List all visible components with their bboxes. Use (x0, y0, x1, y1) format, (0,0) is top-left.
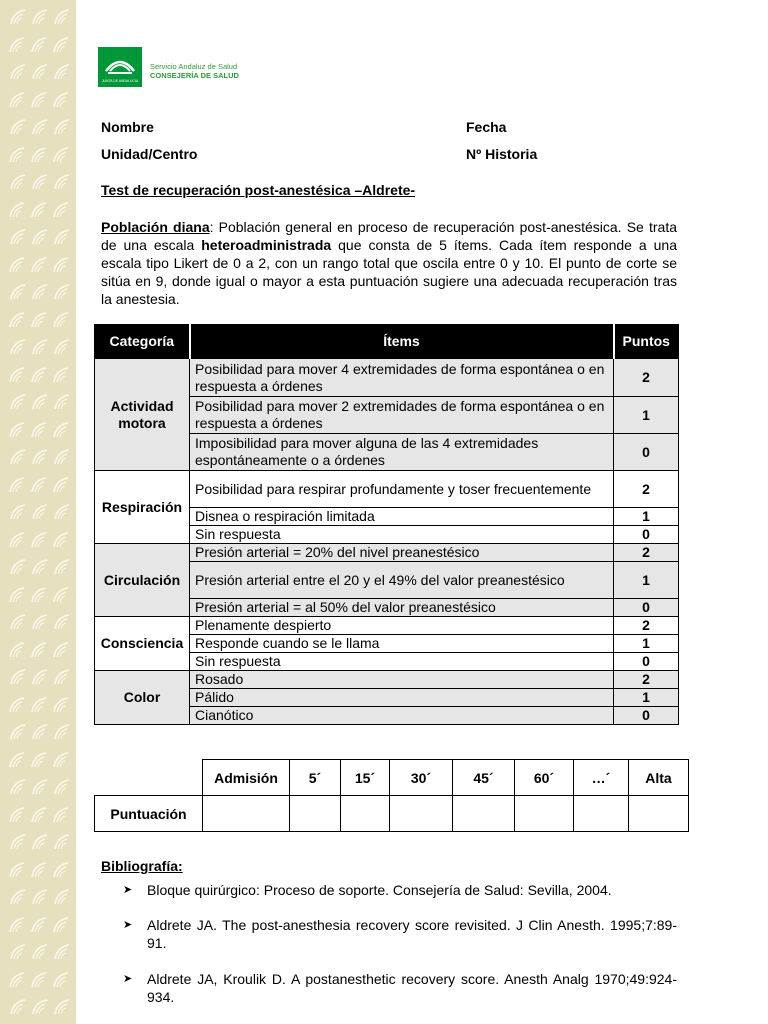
score-column-header: 15´ (341, 760, 390, 796)
item-cell: Posibilidad para mover 2 extremidades de forma espontánea o en respuesta a órdenes (190, 397, 614, 434)
leaf-ornament-icon (30, 696, 48, 714)
score-input-cell[interactable] (574, 796, 629, 832)
score-input-cell[interactable] (203, 796, 290, 832)
leaf-ornament-icon (30, 366, 48, 384)
score-input-cell[interactable] (390, 796, 453, 832)
leaf-ornament-icon (8, 201, 26, 219)
fecha-label: Fecha (466, 119, 507, 135)
leaf-ornament-icon (52, 146, 70, 164)
leaf-ornament-icon (53, 338, 71, 356)
leaf-ornament-icon (52, 916, 70, 934)
leaf-ornament-icon (53, 173, 71, 191)
leaf-ornament-icon (31, 283, 49, 301)
points-cell: 2 (614, 359, 679, 397)
leaf-ornament-icon (53, 723, 71, 741)
leaf-ornament-icon (53, 283, 71, 301)
leaf-ornament-icon (52, 476, 70, 494)
item-cell: Sin respuesta (190, 653, 614, 671)
emblem-text: JUNTA DE ANDALUCIA (101, 79, 139, 83)
logo-line2: CONSEJERÍA DE SALUD (150, 71, 239, 80)
leaf-ornament-icon (30, 476, 48, 494)
leaf-ornament-icon (31, 943, 49, 961)
intro-text-1: : Población general en proceso de recuperación post-anestésica. Se trata de una escala (101, 219, 677, 253)
leaf-ornament-icon (8, 311, 26, 329)
leaf-ornament-icon (9, 998, 27, 1016)
leaf-ornament-icon (52, 641, 70, 659)
bibliography-item (123, 971, 677, 1006)
points-cell: 1 (614, 562, 679, 599)
leaf-ornament-icon (9, 613, 27, 631)
leaf-ornament-icon (53, 503, 71, 521)
category-cell: Actividad motora (95, 359, 190, 471)
points-cell: 2 (614, 471, 679, 508)
leaf-ornament-icon (52, 36, 70, 54)
item-cell: Cianótico (190, 707, 614, 725)
unidad-centro-label: Unidad/Centro (101, 146, 198, 162)
leaf-ornament-icon (52, 971, 70, 989)
leaf-ornament-icon (8, 641, 26, 659)
logo-text (150, 62, 239, 80)
leaf-ornament-icon (53, 998, 71, 1016)
leaf-ornament-icon (52, 861, 70, 879)
leaf-ornament-icon (31, 723, 49, 741)
leaf-ornament-icon (9, 943, 27, 961)
leaf-ornament-icon (31, 63, 49, 81)
leaf-ornament-icon (31, 173, 49, 191)
leaf-ornament-icon (31, 613, 49, 631)
leaf-ornament-icon (53, 888, 71, 906)
junta-andalucia-logo (98, 47, 142, 92)
points-cell: 0 (614, 707, 679, 725)
score-input-cell[interactable] (629, 796, 689, 832)
points-cell: 1 (614, 635, 679, 653)
leaf-ornament-icon (8, 421, 26, 439)
leaf-ornament-icon (9, 8, 27, 26)
leaf-ornament-icon (30, 421, 48, 439)
intro-label: Población diana (101, 219, 210, 235)
header-categoria: Categoría (95, 325, 190, 359)
category-cell: Respiración (95, 471, 190, 544)
leaf-ornament-icon (52, 586, 70, 604)
document-title: Test de recuperación post-anestésica –Aldrete- (101, 182, 416, 198)
leaf-ornament-icon (53, 943, 71, 961)
category-cell: Consciencia (95, 617, 190, 671)
leaf-ornament-icon (31, 833, 49, 851)
leaf-ornament-icon (8, 476, 26, 494)
decorative-sidebar (0, 0, 76, 1024)
leaf-ornament-icon (53, 448, 71, 466)
leaf-ornament-icon (53, 63, 71, 81)
leaf-ornament-icon (53, 833, 71, 851)
score-input-cell[interactable] (453, 796, 515, 832)
leaf-ornament-icon (52, 806, 70, 824)
leaf-ornament-icon (31, 503, 49, 521)
leaf-ornament-icon (53, 778, 71, 796)
leaf-ornament-icon (30, 201, 48, 219)
leaf-ornament-icon (30, 641, 48, 659)
leaf-ornament-icon (31, 118, 49, 136)
leaf-ornament-icon (30, 91, 48, 109)
score-column-header: 60´ (515, 760, 574, 796)
header-puntos: Puntos (614, 325, 679, 359)
leaf-ornament-icon (9, 173, 27, 191)
points-cell: 1 (614, 689, 679, 707)
leaf-ornament-icon (30, 311, 48, 329)
nombre-label: Nombre (101, 119, 154, 135)
leaf-ornament-icon (31, 338, 49, 356)
leaf-ornament-icon (9, 393, 27, 411)
points-cell: 2 (614, 617, 679, 635)
intro-paragraph (101, 218, 677, 308)
aldrete-scale-table (94, 324, 679, 725)
item-cell: Rosado (190, 671, 614, 689)
item-cell: Presión arterial entre el 20 y el 49% del valor preanestésico (190, 562, 614, 599)
score-table (94, 759, 689, 832)
table-row (95, 544, 679, 562)
leaf-ornament-icon (9, 63, 27, 81)
bibliography-text: Aldrete JA. The post-anesthesia recovery score revisited. J Clin Anesth. 1995;7:89-91. (147, 917, 677, 951)
logo-line1: Servicio Andaluz de Salud (150, 62, 238, 71)
score-input-cell[interactable] (290, 796, 341, 832)
bibliography-item (123, 882, 677, 900)
bibliography-text: Bloque quirúrgico: Proceso de soporte. Consejería de Salud: Sevilla, 2004. (147, 882, 612, 898)
category-cell: Color (95, 671, 190, 725)
item-cell: Responde cuando se le llama (190, 635, 614, 653)
table-row (95, 359, 679, 397)
item-cell: Presión arterial = al 50% del valor preanestésico (190, 599, 614, 617)
leaf-ornament-icon (52, 201, 70, 219)
arrow-bullet-icon: ➤ (123, 973, 133, 985)
leaf-ornament-icon (53, 558, 71, 576)
item-cell: Posibilidad para mover 4 extremidades de forma espontánea o en respuesta a órdenes (190, 359, 614, 397)
bibliography-text: Aldrete JA, Kroulik D. A postanesthetic recovery score. Anesth Analg 1970;49:924-934. (147, 971, 677, 1005)
points-cell: 0 (614, 653, 679, 671)
leaf-ornament-icon (9, 338, 27, 356)
score-corner (95, 760, 203, 796)
historia-label: Nº Historia (466, 146, 538, 162)
table-row (95, 617, 679, 635)
leaf-ornament-icon (52, 91, 70, 109)
leaf-ornament-icon (8, 751, 26, 769)
leaf-ornament-icon (53, 8, 71, 26)
leaf-ornament-icon (9, 118, 27, 136)
leaf-ornament-icon (52, 696, 70, 714)
table-row (95, 671, 679, 689)
leaf-ornament-icon (52, 256, 70, 274)
score-input-cell[interactable] (515, 796, 574, 832)
score-column-header: 30´ (390, 760, 453, 796)
leaf-ornament-icon (31, 668, 49, 686)
leaf-ornament-icon (52, 366, 70, 384)
leaf-ornament-icon (8, 256, 26, 274)
leaf-ornament-icon (31, 393, 49, 411)
leaf-ornament-icon (31, 778, 49, 796)
score-row-label: Puntuación (95, 796, 203, 832)
junta-emblem-icon (98, 47, 142, 87)
points-cell: 0 (614, 599, 679, 617)
leaf-ornament-icon (9, 778, 27, 796)
score-column-header: …´ (574, 760, 629, 796)
leaf-ornament-icon (30, 146, 48, 164)
points-cell: 2 (614, 544, 679, 562)
item-cell: Plenamente despierto (190, 617, 614, 635)
leaf-ornament-icon (8, 36, 26, 54)
points-cell: 2 (614, 671, 679, 689)
leaf-ornament-icon (8, 971, 26, 989)
item-cell: Presión arterial = 20% del nivel preanestésico (190, 544, 614, 562)
header-items: Ítems (190, 325, 614, 359)
leaf-ornament-icon (8, 586, 26, 604)
leaf-ornament-icon (30, 531, 48, 549)
arrow-bullet-icon: ➤ (123, 884, 133, 896)
score-column-header: 5´ (290, 760, 341, 796)
points-cell: 1 (614, 397, 679, 434)
intro-bold: heteroadministrada (201, 237, 332, 253)
item-cell: Posibilidad para respirar profundamente y toser frecuentemente (190, 471, 614, 508)
bibliography-item (123, 917, 677, 952)
leaf-ornament-icon (8, 806, 26, 824)
leaf-ornament-icon (31, 448, 49, 466)
item-cell: Imposibilidad para mover alguna de las 4 extremidades espontáneamente o a órdenes (190, 434, 614, 471)
leaf-ornament-icon (9, 833, 27, 851)
points-cell: 0 (614, 434, 679, 471)
leaf-ornament-icon (31, 228, 49, 246)
leaf-ornament-icon (30, 36, 48, 54)
leaf-ornament-icon (30, 256, 48, 274)
arrow-bullet-icon: ➤ (123, 919, 133, 931)
leaf-ornament-icon (9, 558, 27, 576)
leaf-ornament-icon (31, 888, 49, 906)
leaf-ornament-icon (8, 91, 26, 109)
score-input-cell[interactable] (341, 796, 390, 832)
points-cell: 1 (614, 508, 679, 526)
leaf-ornament-icon (30, 861, 48, 879)
leaf-ornament-icon (9, 283, 27, 301)
leaf-ornament-icon (9, 503, 27, 521)
score-column-header: Admisión (203, 760, 290, 796)
item-cell: Pálido (190, 689, 614, 707)
leaf-ornament-icon (30, 806, 48, 824)
score-column-header: 45´ (453, 760, 515, 796)
score-column-header: Alta (629, 760, 689, 796)
leaf-ornament-icon (52, 531, 70, 549)
leaf-ornament-icon (9, 723, 27, 741)
leaf-ornament-icon (30, 751, 48, 769)
leaf-ornament-icon (8, 146, 26, 164)
leaf-ornament-icon (31, 558, 49, 576)
leaf-ornament-icon (53, 118, 71, 136)
leaf-ornament-icon (9, 228, 27, 246)
leaf-ornament-icon (53, 393, 71, 411)
points-cell: 0 (614, 526, 679, 544)
leaf-ornament-icon (8, 861, 26, 879)
intro-text-2: que consta de 5 ítems. Cada ítem responde a una escala tipo Likert de 0 a 2, con un rango total que oscila entre 0 y 10. El punto de corte se sitúa en 9, donde igual o mayor a esta puntuación sugiere una adecuada recuperación tras la anestesia. (101, 237, 677, 307)
leaf-ornament-icon (52, 311, 70, 329)
leaf-ornament-icon (9, 668, 27, 686)
leaf-ornament-icon (9, 888, 27, 906)
leaf-ornament-icon (52, 751, 70, 769)
leaf-ornament-icon (53, 668, 71, 686)
leaf-ornament-icon (30, 916, 48, 934)
table-row (95, 471, 679, 508)
bibliography-title: Bibliografía: (101, 858, 183, 874)
leaf-ornament-icon (53, 613, 71, 631)
leaf-ornament-icon (30, 971, 48, 989)
leaf-ornament-icon (9, 448, 27, 466)
leaf-ornament-icon (8, 366, 26, 384)
leaf-ornament-icon (53, 228, 71, 246)
leaf-ornament-icon (8, 696, 26, 714)
leaf-ornament-icon (8, 916, 26, 934)
leaf-ornament-icon (30, 586, 48, 604)
leaf-ornament-icon (31, 8, 49, 26)
leaf-ornament-icon (8, 531, 26, 549)
leaf-ornament-icon (31, 998, 49, 1016)
leaf-ornament-icon (52, 421, 70, 439)
item-cell: Disnea o respiración limitada (190, 508, 614, 526)
item-cell: Sin respuesta (190, 526, 614, 544)
category-cell: Circulación (95, 544, 190, 617)
